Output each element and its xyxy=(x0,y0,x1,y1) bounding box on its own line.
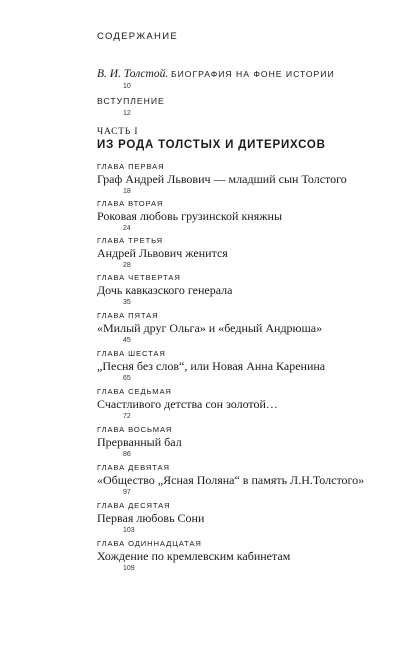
page-number: 12 xyxy=(123,110,131,117)
part-heading xyxy=(97,127,360,153)
chapter-title: „Песня без слов“, или Новая Анна Каренина xyxy=(97,359,326,373)
chapter-title: Роковая любовь грузинской княжны xyxy=(97,209,283,223)
page-number: 103 xyxy=(123,527,135,534)
page-number: 45 xyxy=(123,337,131,344)
chapter-11 xyxy=(97,539,360,573)
chapter-title: Первая любовь Сони xyxy=(97,511,205,525)
page-number: 86 xyxy=(123,451,131,458)
part-title: ИЗ РОДА ТОЛСТЫХ И ДИТЕРИХСОВ xyxy=(97,139,326,151)
entry-title xyxy=(97,95,360,108)
chapter-label: ГЛАВА ТРЕТЬЯ xyxy=(97,236,164,245)
toc-heading: СОДЕРЖАНИЕ xyxy=(97,31,178,42)
chapter-label: ГЛАВА ШЕСТАЯ xyxy=(97,349,166,358)
chapter-4 xyxy=(97,273,360,307)
page-number: 97 xyxy=(123,489,131,496)
entry-title-text: БИОГРАФИЯ НА ФОНЕ ИСТОРИИ xyxy=(170,69,335,79)
chapter-8 xyxy=(97,425,360,459)
toc-entry-biography xyxy=(97,68,360,91)
chapter-5 xyxy=(97,311,360,345)
chapter-label: ГЛАВА ПЯТАЯ xyxy=(97,311,159,320)
chapter-title: Прерванный бал xyxy=(97,435,182,449)
page-number: 28 xyxy=(123,262,131,269)
chapter-label: ГЛАВА СЕДЬМАЯ xyxy=(97,387,172,396)
chapter-label: ГЛАВА ОДИННАДЦАТАЯ xyxy=(97,539,202,548)
chapter-title: «Общество „Ясная Поляна“ в память Л.Н.Толстого» xyxy=(97,473,365,487)
toc-entry-introduction xyxy=(97,95,360,118)
chapter-title: Хождение по кремлевским кабинетам xyxy=(97,549,291,563)
page-number: 65 xyxy=(123,375,131,382)
page-number: 10 xyxy=(123,83,131,90)
chapter-label: ГЛАВА ВОСЬМАЯ xyxy=(97,425,173,434)
chapter-title: «Милый друг Ольга» и «бедный Андрюша» xyxy=(97,321,323,335)
chapter-title: Андрей Львович женится xyxy=(97,246,228,260)
chapter-title: Дочь кавказского генерала xyxy=(97,283,233,297)
chapter-label: ГЛАВА ВТОРАЯ xyxy=(97,199,164,208)
chapter-2 xyxy=(97,199,360,233)
chapter-6 xyxy=(97,349,360,383)
entry-author: В. И. Толстой. xyxy=(97,68,169,80)
chapter-3 xyxy=(97,236,360,270)
page-number: 24 xyxy=(123,225,131,232)
page-number: 109 xyxy=(123,565,135,572)
chapter-10 xyxy=(97,501,360,535)
page-number: 35 xyxy=(123,299,131,306)
chapter-label: ГЛАВА ДЕСЯТАЯ xyxy=(97,501,171,510)
entry-title xyxy=(97,68,360,81)
chapter-label: ГЛАВА ДЕВЯТАЯ xyxy=(97,463,170,472)
page-number: 72 xyxy=(123,413,131,420)
chapter-title: Счастливого детства сон золотой… xyxy=(97,397,278,411)
entry-title-text: ВСТУПЛЕНИЕ xyxy=(97,96,165,106)
chapter-7 xyxy=(97,387,360,421)
chapter-title: Граф Андрей Львович — младший сын Толстого xyxy=(97,172,347,186)
part-label: ЧАСТЬ I xyxy=(97,127,139,137)
chapter-label: ГЛАВА ПЕРВАЯ xyxy=(97,162,165,171)
chapter-label: ГЛАВА ЧЕТВЕРТАЯ xyxy=(97,273,181,282)
chapter-1 xyxy=(97,162,360,196)
chapter-9 xyxy=(97,463,365,497)
page-number: 18 xyxy=(123,188,131,195)
